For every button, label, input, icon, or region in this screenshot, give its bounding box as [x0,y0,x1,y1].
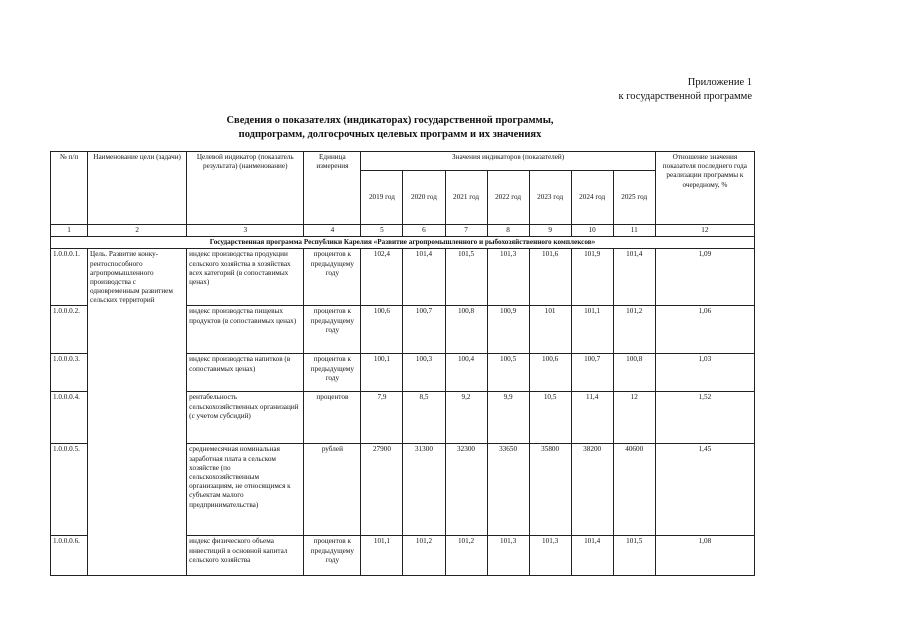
value-cell: 100,1 [361,354,403,392]
header-values-group: Значения индикаторов (показателей) [361,152,655,171]
value-cell: 101,4 [613,249,655,306]
value-cell: 7,9 [361,392,403,444]
unit-cell: процентов [304,392,361,444]
document-title [150,114,630,142]
ratio-cell: 1,03 [655,354,754,392]
row-number: 1.0.0.0.3. [51,354,88,392]
value-cell: 100,8 [445,306,487,354]
value-cell: 102,4 [361,249,403,306]
value-cell: 35800 [529,444,571,536]
row-number: 1.0.0.0.2. [51,306,88,354]
value-cell: 101,4 [571,536,613,576]
value-cell: 101,1 [361,536,403,576]
goal-cell: Цель. Развитие конку-рентоспособного агропромышленного производства с одновременным развитием сельских территорий [88,249,187,576]
value-cell: 40600 [613,444,655,536]
column-number: 2 [88,225,187,237]
value-cell: 100,6 [361,306,403,354]
program-title-row: Государственная программа Республики Карелия «Развитие агропромышленного и рыбохозяйственного комплексов» [51,237,755,249]
title-line-1: Сведения о показателях (индикаторах) государственной программы, [226,115,554,126]
value-cell: 100,4 [445,354,487,392]
value-cell: 100,7 [403,306,445,354]
value-cell: 101,2 [613,306,655,354]
table-row [51,249,755,306]
indicator-name: индекс производства пищевых продуктов (в сопоставимых ценах) [187,306,304,354]
value-cell: 32300 [445,444,487,536]
value-cell: 100,3 [403,354,445,392]
ratio-cell: 1,45 [655,444,754,536]
value-cell: 101,3 [487,536,529,576]
value-cell: 33650 [487,444,529,536]
value-cell: 101,6 [529,249,571,306]
value-cell: 101,5 [445,249,487,306]
appendix-line-1: Приложение 1 [687,77,752,88]
appendix-line-2: к государственной программе [618,91,752,102]
title-line-2: подпрограмм, долгосрочных целевых программ и их значениях [238,129,542,140]
header-year: 2020 год [403,171,445,225]
value-cell: 101,3 [487,249,529,306]
value-cell: 101,4 [403,249,445,306]
value-cell: 100,7 [571,354,613,392]
header-num: № п/п [51,152,88,225]
indicator-name: рентабельность сельскохозяйственных организаций (с учетом субсидий) [187,392,304,444]
column-number: 5 [361,225,403,237]
value-cell: 100,6 [529,354,571,392]
row-number: 1.0.0.0.1. [51,249,88,306]
column-number: 9 [529,225,571,237]
ratio-cell: 1,08 [655,536,754,576]
unit-cell: процентов к предыдущему году [304,249,361,306]
column-number: 12 [655,225,754,237]
appendix-note [619,76,752,104]
column-number: 11 [613,225,655,237]
header-ratio: Отношение значения показателя последнего года реализации программы к очередному, % [655,152,754,225]
column-number: 3 [187,225,304,237]
value-cell: 101,2 [445,536,487,576]
header-year: 2021 год [445,171,487,225]
value-cell: 100,9 [487,306,529,354]
value-cell: 101,3 [529,536,571,576]
value-cell: 101,9 [571,249,613,306]
unit-cell: рублей [304,444,361,536]
ratio-cell: 1,09 [655,249,754,306]
value-cell: 101 [529,306,571,354]
value-cell: 31300 [403,444,445,536]
row-number: 1.0.0.0.5. [51,444,88,536]
indicators-table [50,151,755,576]
value-cell: 100,8 [613,354,655,392]
indicator-name: индекс физического объема инвестиций в основной капитал сельского хозяйства [187,536,304,576]
header-year: 2019 год [361,171,403,225]
unit-cell: процентов к предыдущему году [304,306,361,354]
value-cell: 9,2 [445,392,487,444]
value-cell: 8,5 [403,392,445,444]
row-number: 1.0.0.0.4. [51,392,88,444]
header-unit: Единица измерения [304,152,361,225]
header-goal: Наименование цели (задачи) [88,152,187,225]
ratio-cell: 1,06 [655,306,754,354]
column-number: 6 [403,225,445,237]
unit-cell: процентов к предыдущему году [304,536,361,576]
value-cell: 101,5 [613,536,655,576]
indicator-name: среднемесячная номинальная заработная плата в сельском хозяйстве (по сельскохозяйственным организациям, не относящимся к субъектам малого предпринимательства) [187,444,304,536]
value-cell: 27900 [361,444,403,536]
unit-cell: процентов к предыдущему году [304,354,361,392]
indicator-name: индекс производства напитков (в сопоставимых ценах) [187,354,304,392]
value-cell: 101,2 [403,536,445,576]
value-cell: 12 [613,392,655,444]
value-cell: 101,1 [571,306,613,354]
row-number: 1.0.0.0.6. [51,536,88,576]
column-number-row [51,225,755,237]
column-number: 1 [51,225,88,237]
value-cell: 10,5 [529,392,571,444]
indicator-name: индекс производства продукции сельского хозяйства в хозяйствах всех категорий (в сопоставимых ценах) [187,249,304,306]
header-year: 2025 год [613,171,655,225]
column-number: 8 [487,225,529,237]
header-year: 2024 год [571,171,613,225]
ratio-cell: 1,52 [655,392,754,444]
column-number: 10 [571,225,613,237]
column-number: 4 [304,225,361,237]
value-cell: 11,4 [571,392,613,444]
column-number: 7 [445,225,487,237]
value-cell: 38200 [571,444,613,536]
value-cell: 100,5 [487,354,529,392]
header-year: 2023 год [529,171,571,225]
header-indicator: Целевой индикатор (показатель результата) (наименование) [187,152,304,225]
header-year: 2022 год [487,171,529,225]
value-cell: 9,9 [487,392,529,444]
